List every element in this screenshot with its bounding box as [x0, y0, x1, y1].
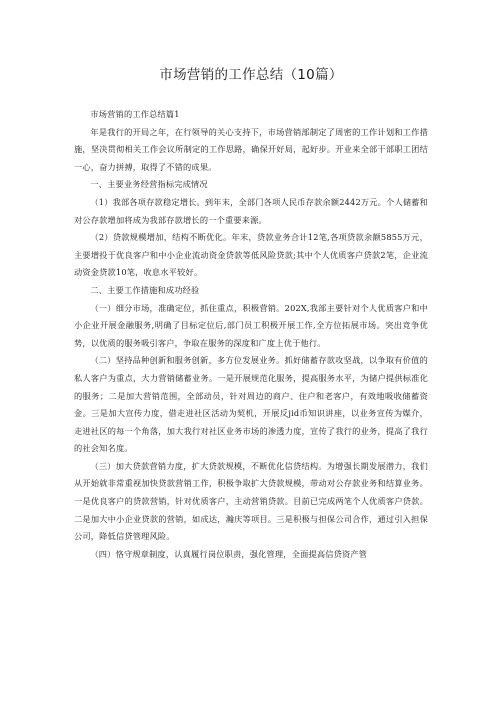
document-body: [74, 106, 428, 563]
section-heading: 一、主要业务经营指标完成情况: [90, 179, 208, 190]
section-heading: 市场营销的工作总结篇1: [90, 109, 180, 119]
body-paragraph: 年是我行的开局之年，在行领导的关心支持下，市场营销部制定了周密的工作计划和工作措施，坚决贯彻相关工作会议所制定的工作思路，确保开好局，起好步。开业来全部干部职工团结一心，奋力拼搏，取得了不错的成果。: [74, 126, 428, 172]
body-paragraph: （2）贷款规模增加，结构不断优化。年末，贷款业务合计12笔,各项贷款余额5855万元，主要增投于优良客户和中小企业流动资金贷款等低风险贷款;其中个人优质客户贷款2笔，企业流动资金贷款10笔，收息水平较好。: [74, 232, 428, 278]
body-paragraph: （三）加大贷款营销力度，扩大贷款规模，不断优化信贷结构。为增强长期发展潜力，我们从开始就非常重视加快贷款营销工作，积极争取扩大贷款规模，带动对公存款业务和结算业务。一是优良客户的贷款营销，针对优质客户，主动营销贷款。目前已完成两笔个人优质客户贷款。二是加大中小企业贷款的营销，如成达，瀚庆等项目。三是积极与担保公司合作，通过引入担保公司，降低信贷管理风险。: [74, 460, 428, 542]
body-paragraph: （1）我部各项存款稳定增长。到年末，全部门各项人民币存款余额2442万元。个人储蓄和对公存款增加将成为我部存款增长的一个重要来源。: [74, 196, 428, 225]
body-paragraph: （一）细分市场，准确定位，抓住重点，积极营销。202X,我部主要针对个人优质客户和中小企业开展金融服务,明确了目标定位后,部门员工积极开展工作,全方位拓展市场。突出竞争优势，以优质的服务吸引客户，争取在服务的深度和广度上优于他行。: [74, 302, 428, 348]
document-title: 市场营销的工作总结（10篇）: [159, 67, 343, 83]
body-paragraph: （四）恪守规章制度，认真履行岗位职责，强化管理，全面提高信贷资产管: [90, 548, 368, 559]
section-heading: 二、主要工作措施和成功经验: [90, 284, 200, 295]
body-paragraph: （二）坚持品种创新和服务创新，多方位发展业务。抓好储蓄存款攻坚战，以争取有价值的私人客户为重点，大力营销储蓄业务。一是开展规范化服务，提高服务水平，为储户提供标准化的服务；二是加大营销范围，全部动员，针对周边的商户、住户和老客户，有效地吸收储蓄资金。三是加大宣传力度，借走进社区活动为契机，开展反jid币知识讲座，以业务宣传为媒介，走进社区的每一个角落，加大我行对社区业务市场的渗透力度，宣传了我行的业务，提高了我行的社会知名度。: [74, 355, 428, 454]
